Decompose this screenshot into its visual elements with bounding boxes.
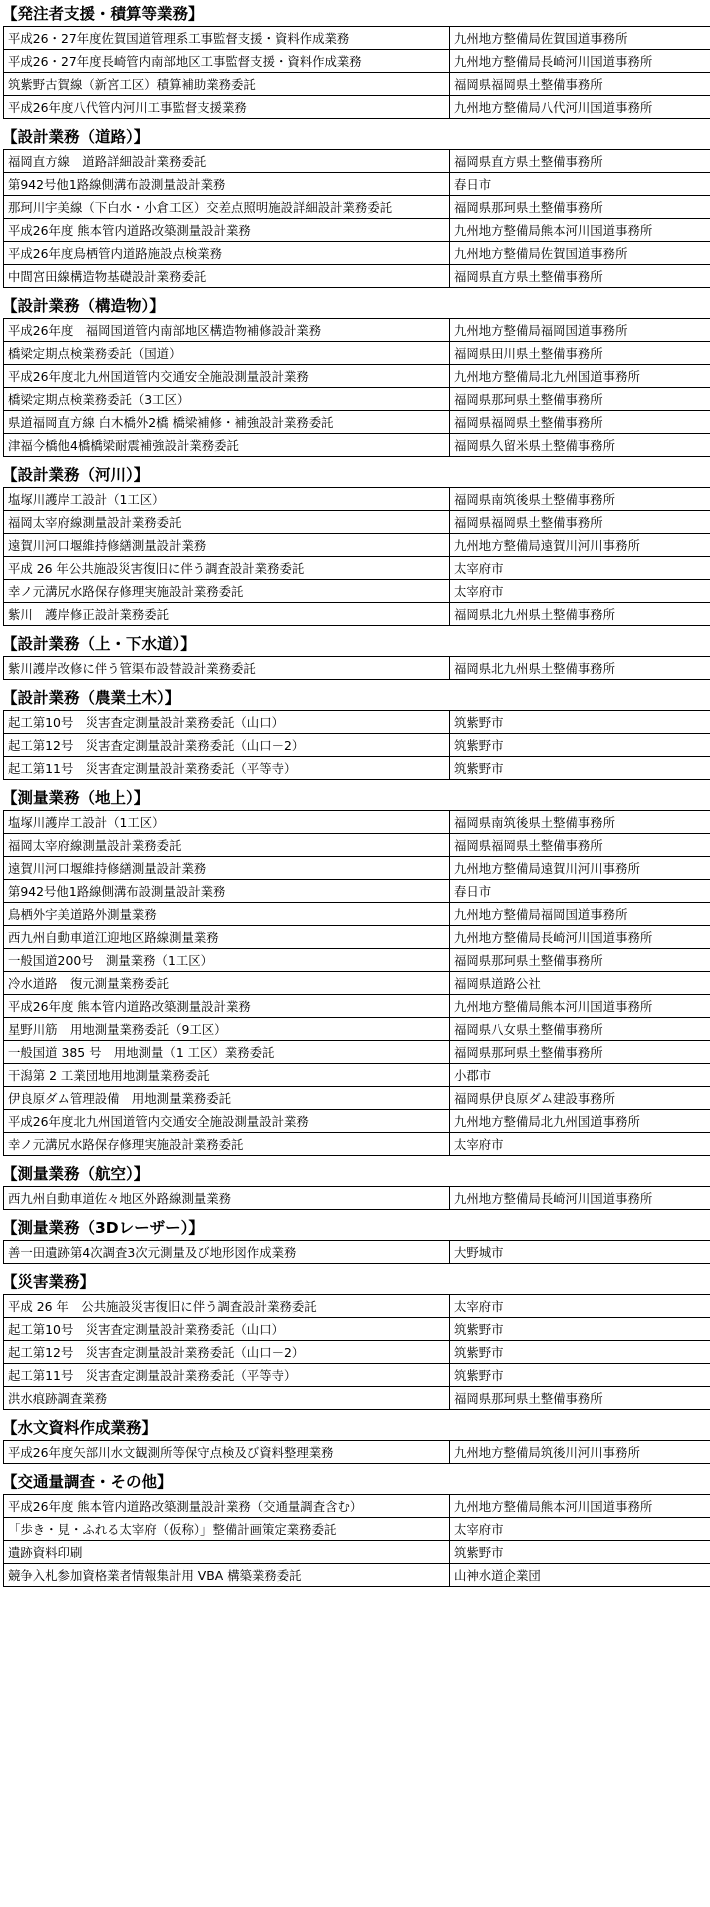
table-row xyxy=(4,219,710,242)
table-row xyxy=(4,949,710,972)
project-name-cell: 紫川護岸改修に伴う管渠布設替設計業務委託 xyxy=(4,657,450,680)
project-name-cell: 筑紫野古賀線（新宮工区）積算補助業務委託 xyxy=(4,73,450,96)
client-name-cell: 九州地方整備局熊本河川国道事務所 xyxy=(450,219,710,242)
project-name-cell: 一般国道 385 号 用地測量（1 工区）業務委託 xyxy=(4,1041,450,1064)
project-name-cell: 津福今橋他4橋橋梁耐震補強設計業務委託 xyxy=(4,434,450,457)
table-row xyxy=(4,1041,710,1064)
client-name-cell: 福岡県福岡県土整備事務所 xyxy=(450,73,710,96)
project-name-cell: 那珂川宇美線（下白水・小倉工区）交差点照明施設詳細設計業務委託 xyxy=(4,196,450,219)
client-name-cell: 福岡県直方県土整備事務所 xyxy=(450,265,710,288)
client-name-cell: 福岡県南筑後県土整備事務所 xyxy=(450,488,710,511)
project-name-cell: 善一田遺跡第4次調査3次元測量及び地形図作成業務 xyxy=(4,1241,450,1264)
section-heading: 【測量業務（航空）】 xyxy=(2,1165,150,1183)
project-name-cell: 平成26・27年度長崎管内南部地区工事監督支援・資料作成業務 xyxy=(4,50,450,73)
client-name-cell: 九州地方整備局福岡国道事務所 xyxy=(450,319,710,342)
project-name-cell: 遠賀川河口堰維持修繕測量設計業務 xyxy=(4,857,450,880)
section-heading: 【災害業務】 xyxy=(2,1273,96,1291)
project-name-cell: 福岡直方線 道路詳細設計業務委託 xyxy=(4,150,450,173)
table-row xyxy=(4,1564,710,1587)
client-name-cell: 筑紫野市 xyxy=(450,1364,710,1387)
client-name-cell: 太宰府市 xyxy=(450,557,710,580)
project-name-cell: 平成26年度 熊本管内道路改築測量設計業務（交通量調査含む） xyxy=(4,1495,450,1518)
table-row xyxy=(4,1495,710,1518)
project-name-cell: 平成 26 年公共施設災害復旧に伴う調査設計業務委託 xyxy=(4,557,450,580)
project-table xyxy=(3,810,710,1156)
table-row xyxy=(4,1295,710,1318)
project-table xyxy=(3,1294,710,1410)
table-row xyxy=(4,1064,710,1087)
project-table xyxy=(3,487,710,626)
table-row xyxy=(4,972,710,995)
client-name-cell: 九州地方整備局佐賀国道事務所 xyxy=(450,27,710,50)
project-name-cell: 起工第10号 災害査定測量設計業務委託（山口） xyxy=(4,1318,450,1341)
table-row xyxy=(4,434,710,457)
project-name-cell: 冷水道路 復元測量業務委託 xyxy=(4,972,450,995)
section xyxy=(0,1470,710,1587)
table-row xyxy=(4,557,710,580)
table-row xyxy=(4,342,710,365)
client-name-cell: 福岡県福岡県土整備事務所 xyxy=(450,834,710,857)
section xyxy=(0,1270,710,1410)
client-name-cell: 福岡県那珂県土整備事務所 xyxy=(450,1041,710,1064)
project-name-cell: 橋梁定期点検業務委託（3工区） xyxy=(4,388,450,411)
client-name-cell: 福岡県福岡県土整備事務所 xyxy=(450,411,710,434)
project-name-cell: 起工第10号 災害査定測量設計業務委託（山口） xyxy=(4,711,450,734)
section xyxy=(0,1162,710,1210)
section-heading: 【測量業務（地上）】 xyxy=(2,789,150,807)
table-row xyxy=(4,880,710,903)
table-row xyxy=(4,1318,710,1341)
table-row xyxy=(4,1387,710,1410)
section xyxy=(0,632,710,680)
project-name-cell: 第942号他1路線側溝布設測量設計業務 xyxy=(4,880,450,903)
project-name-cell: 西九州自動車道江迎地区路線測量業務 xyxy=(4,926,450,949)
project-name-cell: 平成26年度北九州国道管内交通安全施設測量設計業務 xyxy=(4,1110,450,1133)
client-name-cell: 福岡県北九州県土整備事務所 xyxy=(450,657,710,680)
client-name-cell: 九州地方整備局遠賀川河川事務所 xyxy=(450,857,710,880)
project-name-cell: 伊良原ダム管理設備 用地測量業務委託 xyxy=(4,1087,450,1110)
table-row xyxy=(4,150,710,173)
project-name-cell: 紫川 護岸修正設計業務委託 xyxy=(4,603,450,626)
client-name-cell: 太宰府市 xyxy=(450,580,710,603)
section xyxy=(0,1216,710,1264)
client-name-cell: 筑紫野市 xyxy=(450,757,710,780)
project-name-cell: 起工第11号 災害査定測量設計業務委託（平等寺） xyxy=(4,1364,450,1387)
client-name-cell: 九州地方整備局長崎河川国道事務所 xyxy=(450,1187,710,1210)
client-name-cell: 筑紫野市 xyxy=(450,1341,710,1364)
client-name-cell: 九州地方整備局福岡国道事務所 xyxy=(450,903,710,926)
project-table xyxy=(3,318,710,457)
project-name-cell: 平成26年度鳥栖管内道路施設点検業務 xyxy=(4,242,450,265)
table-row xyxy=(4,1364,710,1387)
table-row xyxy=(4,365,710,388)
table-row xyxy=(4,1441,710,1464)
table-row xyxy=(4,580,710,603)
section xyxy=(0,1416,710,1464)
project-table xyxy=(3,26,710,119)
project-table xyxy=(3,1494,710,1587)
project-table xyxy=(3,149,710,288)
table-row xyxy=(4,511,710,534)
table-row xyxy=(4,1018,710,1041)
client-name-cell: 福岡県福岡県土整備事務所 xyxy=(450,511,710,534)
section-heading: 【発注者支援・積算等業務】 xyxy=(2,5,204,23)
project-name-cell: 第942号他1路線側溝布設測量設計業務 xyxy=(4,173,450,196)
project-name-cell: 幸ノ元溝尻水路保存修理実施設計業務委託 xyxy=(4,580,450,603)
client-name-cell: 福岡県南筑後県土整備事務所 xyxy=(450,811,710,834)
project-name-cell: 中間宮田線構造物基礎設計業務委託 xyxy=(4,265,450,288)
client-name-cell: 大野城市 xyxy=(450,1241,710,1264)
client-name-cell: 福岡県伊良原ダム建設事務所 xyxy=(450,1087,710,1110)
client-name-cell: 九州地方整備局長崎河川国道事務所 xyxy=(450,50,710,73)
section xyxy=(0,686,710,780)
project-table xyxy=(3,1186,710,1210)
table-row xyxy=(4,50,710,73)
table-row xyxy=(4,1518,710,1541)
table-row xyxy=(4,173,710,196)
project-name-cell: 遠賀川河口堰維持修繕測量設計業務 xyxy=(4,534,450,557)
table-row xyxy=(4,1241,710,1264)
project-name-cell: 塩塚川護岸工設計（1工区） xyxy=(4,488,450,511)
section-heading: 【交通量調査・その他】 xyxy=(2,1473,173,1491)
project-name-cell: 平成26年度 福岡国道管内南部地区構造物補修設計業務 xyxy=(4,319,450,342)
client-name-cell: 九州地方整備局熊本河川国道事務所 xyxy=(450,1495,710,1518)
client-name-cell: 春日市 xyxy=(450,173,710,196)
table-row xyxy=(4,1341,710,1364)
client-name-cell: 九州地方整備局遠賀川河川事務所 xyxy=(450,534,710,557)
table-row xyxy=(4,388,710,411)
project-name-cell: 県道福岡直方線 白木橋外2橋 橋梁補修・補強設計業務委託 xyxy=(4,411,450,434)
client-name-cell: 太宰府市 xyxy=(450,1133,710,1156)
table-row xyxy=(4,1133,710,1156)
project-name-cell: 福岡太宰府線測量設計業務委託 xyxy=(4,511,450,534)
client-name-cell: 福岡県久留米県土整備事務所 xyxy=(450,434,710,457)
client-name-cell: 九州地方整備局長崎河川国道事務所 xyxy=(450,926,710,949)
section xyxy=(0,463,710,626)
client-name-cell: 筑紫野市 xyxy=(450,1541,710,1564)
section-heading: 【設計業務（農業土木）】 xyxy=(2,689,181,707)
project-name-cell: 鳥栖外宇美道路外測量業務 xyxy=(4,903,450,926)
table-row xyxy=(4,319,710,342)
client-name-cell: 九州地方整備局八代河川国道事務所 xyxy=(450,96,710,119)
project-name-cell: 西九州自動車道佐々地区外路線測量業務 xyxy=(4,1187,450,1210)
client-name-cell: 福岡県那珂県土整備事務所 xyxy=(450,196,710,219)
section xyxy=(0,294,710,457)
client-name-cell: 九州地方整備局佐賀国道事務所 xyxy=(450,242,710,265)
section-heading: 【水文資料作成業務】 xyxy=(2,1419,158,1437)
project-name-cell: 平成26年度北九州国道管内交通安全施設測量設計業務 xyxy=(4,365,450,388)
table-row xyxy=(4,1541,710,1564)
table-row xyxy=(4,1087,710,1110)
project-name-cell: 平成 26 年 公共施設災害復旧に伴う調査設計業務委託 xyxy=(4,1295,450,1318)
project-name-cell: 平成26年度八代管内河川工事監督支援業務 xyxy=(4,96,450,119)
client-name-cell: 小郡市 xyxy=(450,1064,710,1087)
section-heading: 【設計業務（道路）】 xyxy=(2,128,150,146)
project-name-cell: 干潟第 2 工業団地用地測量業務委託 xyxy=(4,1064,450,1087)
client-name-cell: 太宰府市 xyxy=(450,1295,710,1318)
client-name-cell: 九州地方整備局北九州国道事務所 xyxy=(450,1110,710,1133)
project-name-cell: 一般国道200号 測量業務（1工区） xyxy=(4,949,450,972)
client-name-cell: 福岡県北九州県土整備事務所 xyxy=(450,603,710,626)
table-row xyxy=(4,811,710,834)
table-row xyxy=(4,903,710,926)
table-row xyxy=(4,711,710,734)
client-name-cell: 福岡県那珂県土整備事務所 xyxy=(450,388,710,411)
table-row xyxy=(4,411,710,434)
client-name-cell: 春日市 xyxy=(450,880,710,903)
project-table xyxy=(3,656,710,680)
table-row xyxy=(4,73,710,96)
project-name-cell: 「歩き・見・ふれる太宰府（仮称）」整備計画策定業務委託 xyxy=(4,1518,450,1541)
table-row xyxy=(4,757,710,780)
project-name-cell: 洪水痕跡調査業務 xyxy=(4,1387,450,1410)
project-name-cell: 起工第11号 災害査定測量設計業務委託（平等寺） xyxy=(4,757,450,780)
client-name-cell: 福岡県直方県土整備事務所 xyxy=(450,150,710,173)
project-name-cell: 平成26年度 熊本管内道路改築測量設計業務 xyxy=(4,219,450,242)
client-name-cell: 太宰府市 xyxy=(450,1518,710,1541)
section-heading: 【測量業務（3Dレーザー）】 xyxy=(2,1219,204,1237)
client-name-cell: 筑紫野市 xyxy=(450,1318,710,1341)
section-heading: 【設計業務（河川）】 xyxy=(2,466,150,484)
client-name-cell: 九州地方整備局筑後川河川事務所 xyxy=(450,1441,710,1464)
project-name-cell: 塩塚川護岸工設計（1工区） xyxy=(4,811,450,834)
table-row xyxy=(4,488,710,511)
client-name-cell: 福岡県八女県土整備事務所 xyxy=(450,1018,710,1041)
table-row xyxy=(4,96,710,119)
section-heading: 【設計業務（上・下水道）】 xyxy=(2,635,196,653)
project-table xyxy=(3,1440,710,1464)
client-name-cell: 福岡県那珂県土整備事務所 xyxy=(450,949,710,972)
project-name-cell: 起工第12号 災害査定測量設計業務委託（山口－2） xyxy=(4,734,450,757)
client-name-cell: 福岡県田川県土整備事務所 xyxy=(450,342,710,365)
section-heading: 【設計業務（構造物）】 xyxy=(2,297,165,315)
project-name-cell: 幸ノ元溝尻水路保存修理実施設計業務委託 xyxy=(4,1133,450,1156)
project-name-cell: 起工第12号 災害査定測量設計業務委託（山口－2） xyxy=(4,1341,450,1364)
section xyxy=(0,786,710,1156)
table-row xyxy=(4,926,710,949)
table-row xyxy=(4,603,710,626)
table-row xyxy=(4,534,710,557)
project-name-cell: 平成26・27年度佐賀国道管理系工事監督支援・資料作成業務 xyxy=(4,27,450,50)
client-name-cell: 福岡県道路公社 xyxy=(450,972,710,995)
client-name-cell: 筑紫野市 xyxy=(450,734,710,757)
project-name-cell: 星野川筋 用地測量業務委託（9工区） xyxy=(4,1018,450,1041)
table-row xyxy=(4,734,710,757)
table-row xyxy=(4,657,710,680)
table-row xyxy=(4,1110,710,1133)
table-row xyxy=(4,1187,710,1210)
table-row xyxy=(4,27,710,50)
table-row xyxy=(4,857,710,880)
table-row xyxy=(4,995,710,1018)
table-row xyxy=(4,834,710,857)
client-name-cell: 九州地方整備局熊本河川国道事務所 xyxy=(450,995,710,1018)
project-table xyxy=(3,710,710,780)
project-name-cell: 橋梁定期点検業務委託（国道） xyxy=(4,342,450,365)
table-row xyxy=(4,242,710,265)
client-name-cell: 筑紫野市 xyxy=(450,711,710,734)
project-name-cell: 平成26年度 熊本管内道路改築測量設計業務 xyxy=(4,995,450,1018)
section xyxy=(0,2,710,119)
project-name-cell: 競争入札参加資格業者情報集計用 VBA 構築業務委託 xyxy=(4,1564,450,1587)
project-name-cell: 福岡太宰府線測量設計業務委託 xyxy=(4,834,450,857)
project-name-cell: 遺跡資料印刷 xyxy=(4,1541,450,1564)
table-row xyxy=(4,265,710,288)
client-name-cell: 山神水道企業団 xyxy=(450,1564,710,1587)
project-table xyxy=(3,1240,710,1264)
client-name-cell: 九州地方整備局北九州国道事務所 xyxy=(450,365,710,388)
section xyxy=(0,125,710,288)
table-row xyxy=(4,196,710,219)
client-name-cell: 福岡県那珂県土整備事務所 xyxy=(450,1387,710,1410)
project-name-cell: 平成26年度矢部川水文観測所等保守点検及び資料整理業務 xyxy=(4,1441,450,1464)
